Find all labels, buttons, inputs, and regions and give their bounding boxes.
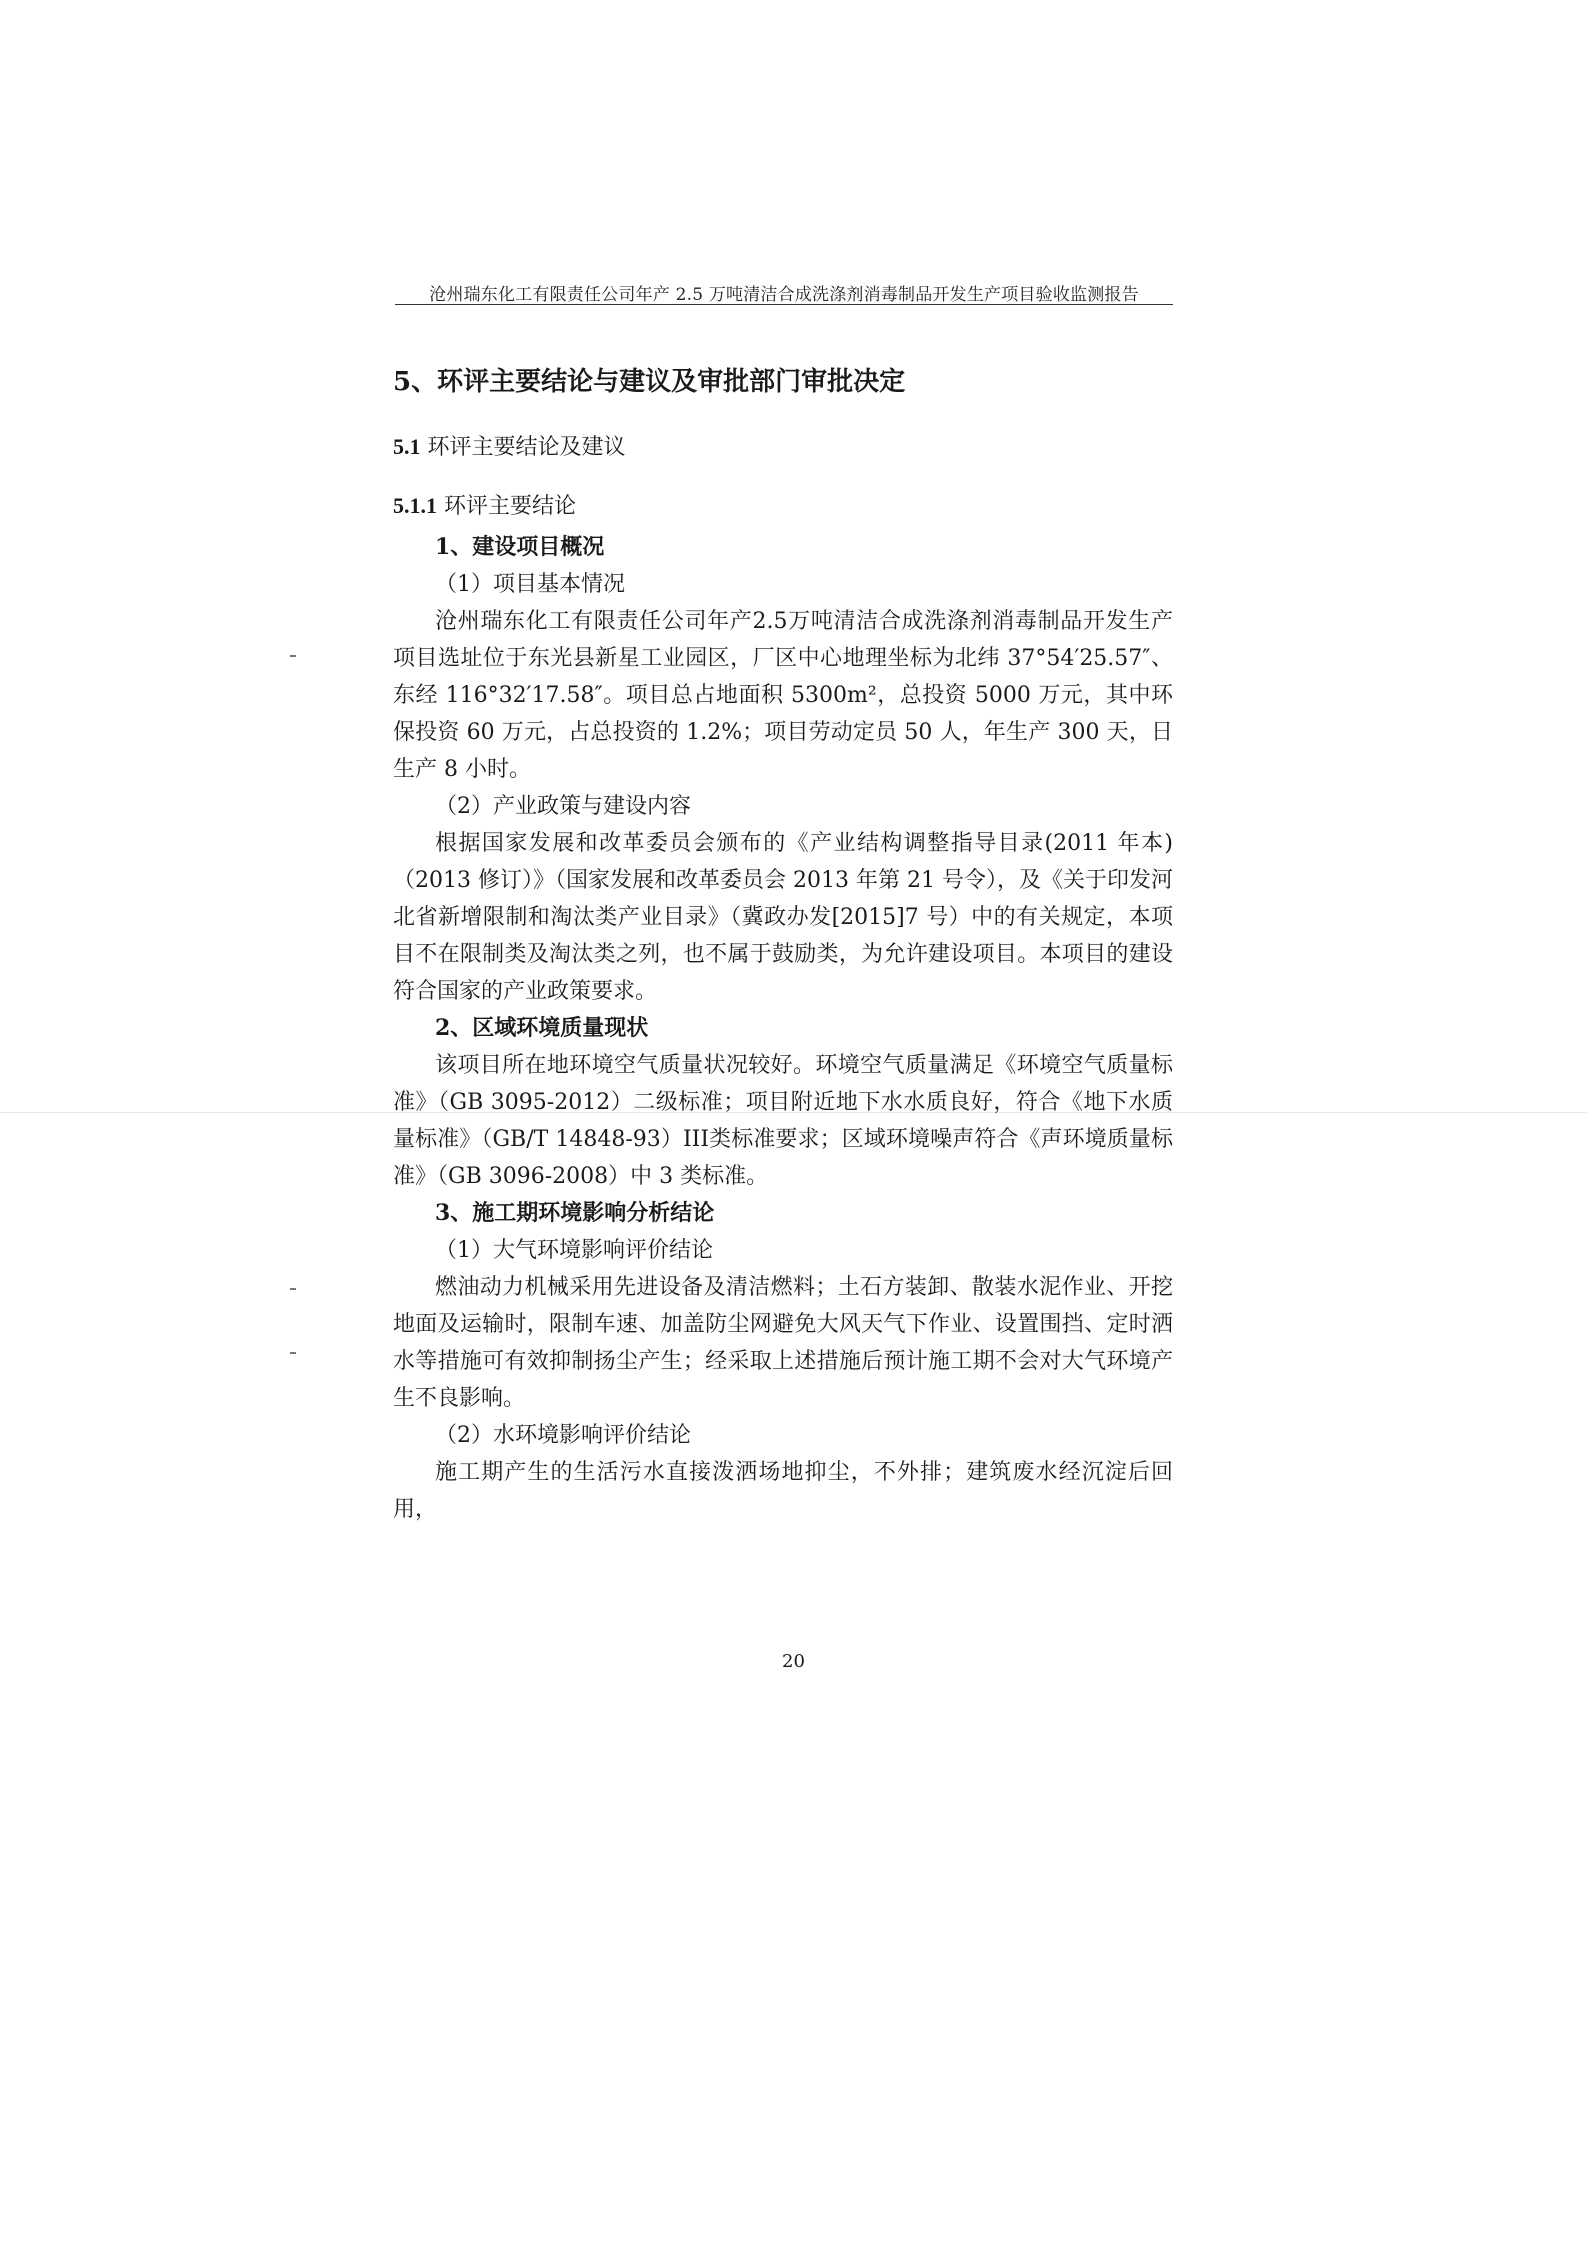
subsection-heading	[393, 428, 1173, 466]
page-number: 20	[782, 1651, 805, 1672]
item1-sub2-text: 根据国家发展和改革委员会颁布的《产业结构调整指导目录(2011 年本)（2013 修订）》（国家发展和改革委员会 2013 年第 21 号令），及《关于印发河北省新增限制和淘汰类产业目录》（冀政办发[2015]7 号）中的有关规定，本项目不在限制类及淘汰类之列，也不属于鼓励类，为允许建设项目。本项目的建设符合国家的产业政策要求。	[393, 831, 1173, 1004]
scan-mark	[290, 655, 296, 657]
item3-sub1-text: 燃油动力机械采用先进设备及清洁燃料；土石方装卸、散装水泥作业、开挖地面及运输时，限制车速、加盖防尘网避免大风天气下作业、设置围挡、定时洒水等措施可有效抑制扬尘产生；经采取上述措施后预计施工期不会对大气环境产生不良影响。	[393, 1275, 1173, 1411]
item1-sub2-title: （2）产业政策与建设内容	[435, 794, 691, 819]
scan-mark	[290, 1288, 296, 1290]
item3-sub2-text: 施工期产生的生活污水直接泼洒场地抑尘，不外排；建筑废水经沉淀后回用，	[393, 1460, 1173, 1522]
body-text	[393, 529, 1173, 1528]
item2-title: 2、区域环境质量现状	[435, 1015, 649, 1041]
subsubsection-title: 环评主要结论	[444, 494, 577, 519]
header-rule	[395, 304, 1173, 305]
item3-title: 3、施工期环境影响分析结论	[435, 1200, 715, 1226]
item3-sub1-title: （1）大气环境影响评价结论	[435, 1238, 713, 1263]
subsection-number: 5.1	[393, 434, 421, 459]
item3-sub2-title: （2）水环境影响评价结论	[435, 1423, 691, 1448]
subsubsection-heading	[393, 487, 1173, 525]
scan-mark	[290, 1352, 296, 1354]
subsection-title: 环评主要结论及建议	[427, 435, 626, 460]
section-title: 5、环评主要结论与建议及审批部门审批决定	[393, 367, 906, 397]
item2-text: 该项目所在地环境空气质量状况较好。环境空气质量满足《环境空气质量标准》（GB 3095-2012）二级标准；项目附近地下水水质良好，符合《地下水质量标准》（GB/T 14848-93）III类标准要求；区域环境噪声符合《声环境质量标准》（GB 3096-2008）中 3 类标准。	[393, 1053, 1173, 1189]
subsubsection-number: 5.1.1	[393, 493, 437, 518]
running-header: 沧州瑞东化工有限责任公司年产 2.5 万吨清洁合成洗涤剂消毒制品开发生产项目验收监测报告	[429, 285, 1139, 305]
item1-title: 1、建设项目概况	[435, 534, 605, 560]
item1-sub1-title: （1）项目基本情况	[435, 572, 625, 597]
item1-sub1-text: 沧州瑞东化工有限责任公司年产2.5万吨清洁合成洗涤剂消毒制品开发生产项目选址位于东光县新星工业园区，厂区中心地理坐标为北纬 37°54′25.57″、东经 116°32′17.58″。项目总占地面积 5300m²，总投资 5000 万元，其中环保投资 60 万元，占总投资的 1.2%；项目劳动定员 50 人，年生产 300 天，日生产 8 小时。	[393, 609, 1173, 782]
